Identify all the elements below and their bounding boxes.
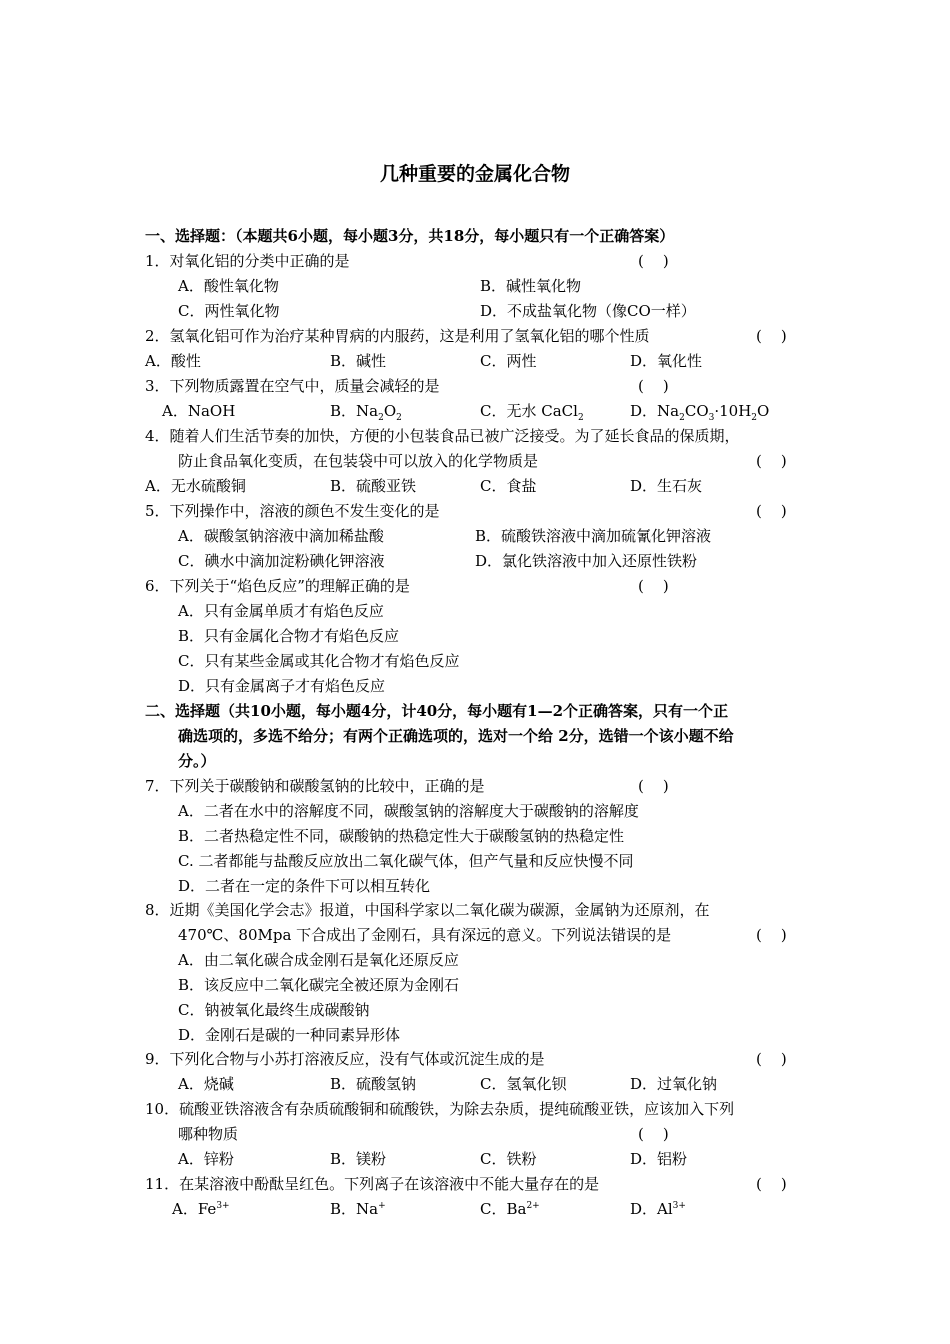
q6-option-b: B．只有金属化合物才有焰色反应 (178, 627, 400, 645)
q9-answer-paren: ( ) (756, 1050, 787, 1068)
q4-option-b: B．硫酸亚铁 (330, 477, 417, 495)
q1-option-c: C．两性氧化物 (178, 302, 280, 320)
q8-option-d: D．金刚石是碳的一种同素异形体 (178, 1026, 401, 1044)
q7-option-d: D．二者在一定的条件下可以相互转化 (178, 877, 431, 895)
q10-stem-line1: 10．硫酸亚铁溶液含有杂质硫酸铜和硫酸铁，为除去杂质，提纯硫酸亚铁，应该加入下列 (145, 1100, 735, 1118)
q8-option-c: C．钠被氧化最终生成碳酸钠 (178, 1001, 370, 1019)
q7-stem: 7．下列关于碳酸钠和碳酸氢钠的比较中，正确的是 (145, 777, 485, 795)
q11-stem: 11．在某溶液中酚酞呈红色。下列离子在该溶液中不能大量存在的是 (145, 1175, 600, 1193)
q11-answer-paren: ( ) (756, 1175, 787, 1193)
q7-option-c: C. 二者都能与盐酸反应放出二氧化碳气体，但产气量和反应快慢不同 (178, 852, 634, 870)
q1-option-a: A．酸性氧化物 (178, 277, 279, 295)
section1-heading: 一、选择题：（本题共6小题，每小题3分，共18分，每小题只有一个正确答案） (145, 227, 675, 245)
q10-option-a: A．锌粉 (178, 1150, 234, 1168)
q11-option-b: B．Na+ (330, 1200, 386, 1218)
q9-option-a: A．烧碱 (178, 1075, 234, 1093)
q2-answer-paren: ( ) (756, 327, 787, 345)
q10-option-c: C．铁粉 (480, 1150, 537, 1168)
q1-stem: 1．对氧化铝的分类中正确的是 (145, 252, 350, 270)
q4-answer-paren: ( ) (756, 452, 787, 470)
q6-option-d: D．只有金属离子才有焰色反应 (178, 677, 386, 695)
section2-heading-line2: 确选项的，多选不给分；有两个正确选项的，选对一个给 2分，选错一个该小题不给 (178, 727, 734, 745)
q5-answer-paren: ( ) (756, 502, 787, 520)
q7-option-b: B．二者热稳定性不同，碳酸钠的热稳定性大于碳酸氢钠的热稳定性 (178, 827, 625, 845)
q7-option-a: A．二者在水中的溶解度不同，碳酸氢钠的溶解度大于碳酸钠的溶解度 (178, 802, 639, 820)
q5-option-a: A．碳酸氢钠溶液中滴加稀盐酸 (178, 527, 384, 545)
section2-heading-line3: 分。） (178, 752, 216, 770)
q3-answer-paren: ( ) (638, 377, 669, 395)
q7-answer-paren: ( ) (638, 777, 669, 795)
q2-option-d: D．氧化性 (630, 352, 703, 370)
q10-option-d: D．铝粉 (630, 1150, 688, 1168)
q5-option-d: D．氯化铁溶液中加入还原性铁粉 (475, 552, 698, 570)
q9-option-b: B．硫酸氢钠 (330, 1075, 417, 1093)
q1-option-b: B．碱性氧化物 (480, 277, 582, 295)
q3-option-b: B．$Na_2O_2$ (330, 402, 402, 423)
q4-stem-line1: 4．随着人们生活节奏的加快，方便的小包装食品已被广泛接受。为了延长食品的保质期， (145, 427, 740, 445)
q10-answer-paren: ( ) (638, 1125, 669, 1143)
q9-option-d: D．过氧化钠 (630, 1075, 718, 1093)
q4-option-a: A．无水硫酸铜 (145, 477, 246, 495)
q11-option-a: A．$Fe^{3+}$ (172, 1200, 230, 1218)
section2-heading-line1: 二、选择题（共10小题，每小题4分，计40分，每小题有1—2个正确答案，只有一个正 (145, 702, 729, 720)
q4-option-c: C．食盐 (480, 477, 537, 495)
q2-stem: 2．氢氧化铝可作为治疗某种胃病的内服药，这是利用了氢氧化铝的哪个性质 (145, 327, 650, 345)
q6-stem: 6．下列关于“焰色反应”的理解正确的是 (145, 577, 410, 595)
q5-option-b: B．硫酸铁溶液中滴加硫氰化钾溶液 (475, 527, 712, 545)
q10-stem-line2: 哪种物质 (178, 1125, 239, 1143)
q1-option-d: D．不成盐氧化物（像CO一样） (480, 302, 696, 320)
q8-stem-line2: 470℃、80Mpa 下合成出了金刚石，具有深远的意义。下列说法错误的是 (178, 926, 672, 944)
q5-option-c: C．碘水中滴加淀粉碘化钾溶液 (178, 552, 385, 570)
q11-option-d: D．$Al^{3+}$ (630, 1200, 686, 1218)
q6-option-a: A．只有金属单质才有焰色反应 (178, 602, 384, 620)
q8-answer-paren: ( ) (756, 926, 787, 944)
q2-option-b: B．碱性 (330, 352, 387, 370)
q3-option-c: C．无水 CaCl$_2$ (480, 402, 584, 423)
q6-option-c: C．只有某些金属或其化合物才有焰色反应 (178, 652, 460, 670)
q10-option-b: B．镁粉 (330, 1150, 387, 1168)
q4-option-d: D．生石灰 (630, 477, 703, 495)
q3-stem: 3．下列物质露置在空气中，质量会减轻的是 (145, 377, 440, 395)
q2-option-c: C．两性 (480, 352, 537, 370)
q9-option-c: C．氢氧化钡 (480, 1075, 567, 1093)
q2-option-a: A．酸性 (145, 352, 201, 370)
q9-stem: 9．下列化合物与小苏打溶液反应，没有气体或沉淀生成的是 (145, 1050, 545, 1068)
q8-option-b: B．该反应中二氧化碳完全被还原为金刚石 (178, 976, 460, 994)
page-title: 几种重要的金属化合物 (379, 163, 570, 185)
q3-option-a: A．NaOH (162, 402, 236, 420)
q6-answer-paren: ( ) (638, 577, 669, 595)
q3-option-d: D．$Na_2CO_3\cdot 10H_2O$ (630, 402, 770, 423)
q8-option-a: A．由二氧化碳合成金刚石是氧化还原反应 (178, 951, 459, 969)
q8-stem-line1: 8．近期《美国化学会志》报道，中国科学家以二氧化碳为碳源，金属钠为还原剂，在 (145, 901, 710, 919)
q4-stem-line2: 防止食品氧化变质，在包装袋中可以放入的化学物质是 (178, 452, 539, 470)
q1-answer-paren: ( ) (638, 252, 669, 270)
q11-option-c: C．$Ba^{2+}$ (480, 1200, 540, 1218)
q5-stem: 5．下列操作中，溶液的颜色不发生变化的是 (145, 502, 440, 520)
